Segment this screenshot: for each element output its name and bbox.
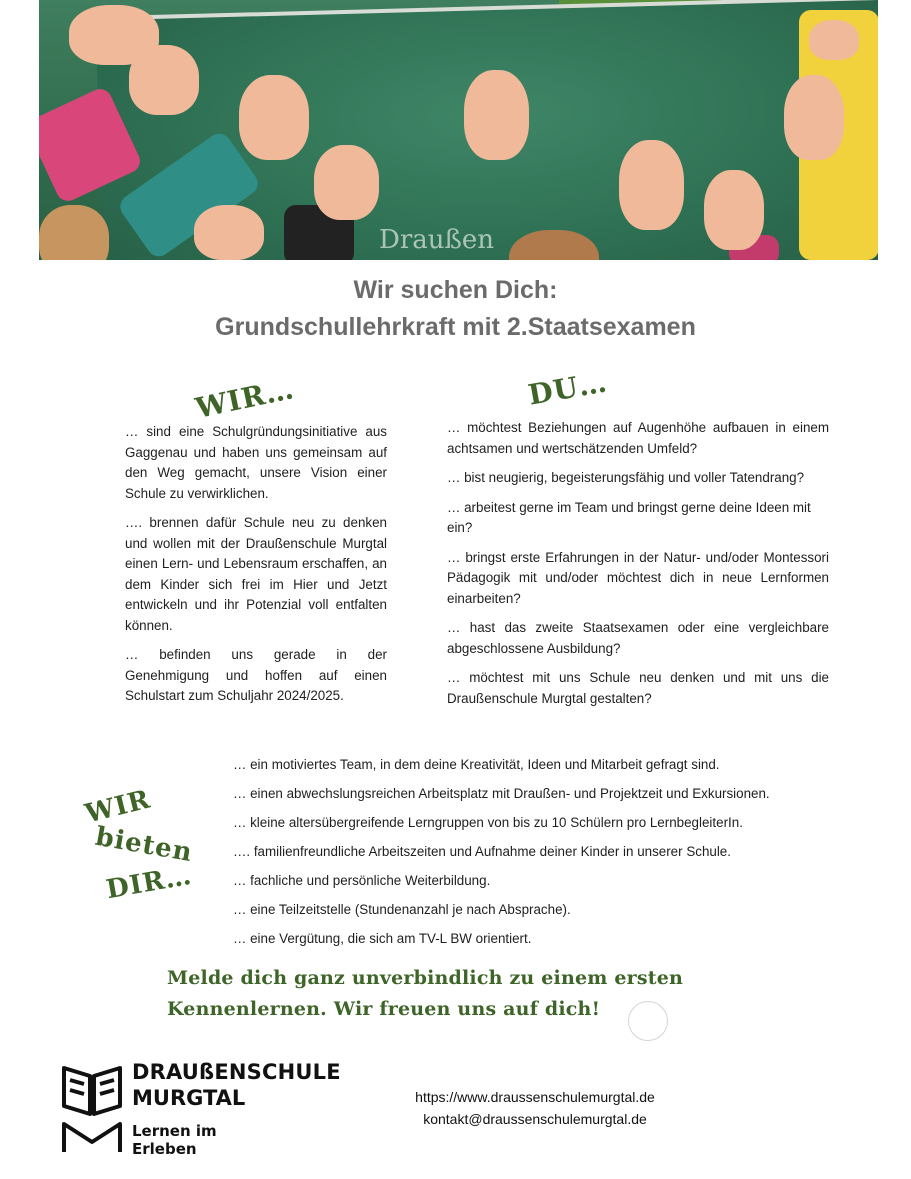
offer-item: … kleine altersübergreifende Lerngruppen von bis zu 10 Schülern pro LernbegleiterIn. [233, 815, 743, 830]
logo-tagline-line1: Lernen im [132, 1122, 217, 1140]
du-paragraph: … möchtest Beziehungen auf Augenhöhe aufbauen in einem achtsamen und wertschätzenden Umfeld? [447, 420, 829, 456]
offer-item: … ein motiviertes Team, in dem deine Kreativität, Ideen und Mitarbeit gefragt sind. [233, 757, 720, 772]
chalk-writing: Draußen [379, 225, 495, 255]
wir-paragraph: … befinden uns gerade in der Genehmigung und hoffen auf einen Schulstart zum Schuljahr 2024/2025. [125, 647, 387, 703]
offer-heading-bieten: bieten [93, 821, 195, 869]
child-hand [809, 20, 859, 60]
du-column [447, 418, 829, 718]
child-head [39, 205, 109, 260]
du-paragraph: … hast das zweite Staatsexamen oder eine vergleichbare abgeschlossene Ausbildung? [447, 620, 829, 656]
book-tree-icon [60, 1062, 124, 1154]
du-paragraph: … arbeitest gerne im Team und bringst gerne deine Ideen mit ein? [447, 499, 811, 535]
child-hand [314, 145, 379, 220]
offer-item: … einen abwechslungsreichen Arbeitsplatz mit Draußen- und Projektzeit und Exkursionen. [233, 786, 770, 801]
logo-tagline-line2: Erleben [132, 1140, 197, 1158]
offer-item: … fachliche und persönliche Weiterbildung. [233, 873, 491, 888]
child-hand [129, 45, 199, 115]
wir-paragraph: … sind eine Schulgründungsinitiative aus Gaggenau und haben uns gemeinsam auf den Weg gemacht, unsere Vision einer Schule zu verwirklichen. [125, 424, 387, 501]
wir-column [125, 422, 387, 716]
school-logo [60, 1060, 341, 1160]
child-hand [704, 170, 764, 250]
offer-item: …. familienfreundliche Arbeitszeiten und Aufnahme deiner Kinder in unserer Schule. [233, 844, 731, 859]
cta-line2: Kennenlernen. Wir freuen uns auf dich! [167, 998, 601, 1020]
du-paragraph: … bringst erste Erfahrungen in der Natur- und/oder Montessori Pädagogik mit und/oder möchtest dich in neue Lernformen einarbeiten? [447, 549, 829, 606]
logo-name-line1: DRAUßENSCHULE [132, 1060, 341, 1084]
du-paragraph: … möchtest mit uns Schule neu denken und mit uns die Draußenschule Murgtal gestalten? [447, 670, 829, 706]
wir-paragraph: …. brennen dafür Schule neu zu denken und wollen mit der Draußenschule Murgtal einen Lern- und Lebensraum erschaffen, an dem Kinder sich frei im Hier und Jetzt entwickeln und ihr Potenzial voll entfalten können. [125, 515, 387, 633]
contact-block [390, 1086, 680, 1130]
offer-heading-dir: DIR… [104, 860, 195, 906]
child-hand [784, 75, 844, 160]
offer-heading-wir: WIR [82, 784, 154, 830]
du-paragraph: … bist neugierig, begeisterungsfähig und voller Tatendrang? [447, 470, 805, 485]
offer-list [233, 750, 770, 953]
wir-heading: WIR… [192, 371, 298, 426]
website-link[interactable]: https://www.draussenschulemurgtal.de [415, 1089, 655, 1105]
email-link[interactable]: kontakt@draussenschulemurgtal.de [423, 1111, 647, 1127]
du-heading: DU… [525, 365, 610, 412]
page-title-line1: Wir suchen Dich: [353, 276, 558, 304]
offer-item: … eine Vergütung, die sich am TV-L BW orientiert. [233, 931, 532, 946]
child-hand [239, 75, 309, 160]
child-hand [619, 140, 684, 230]
circle-button[interactable] [628, 1001, 668, 1041]
offer-item: … eine Teilzeitstelle (Stundenanzahl je nach Absprache). [233, 902, 571, 917]
child-hand [194, 205, 264, 260]
child-hand [464, 70, 529, 160]
cta-line1: Melde dich ganz unverbindlich zu einem ersten [167, 967, 684, 989]
logo-name-line2: MURGTAL [132, 1086, 246, 1110]
header-photo [39, 0, 878, 260]
page-title-line2: Grundschullehrkraft mit 2.Staatsexamen [215, 313, 696, 341]
